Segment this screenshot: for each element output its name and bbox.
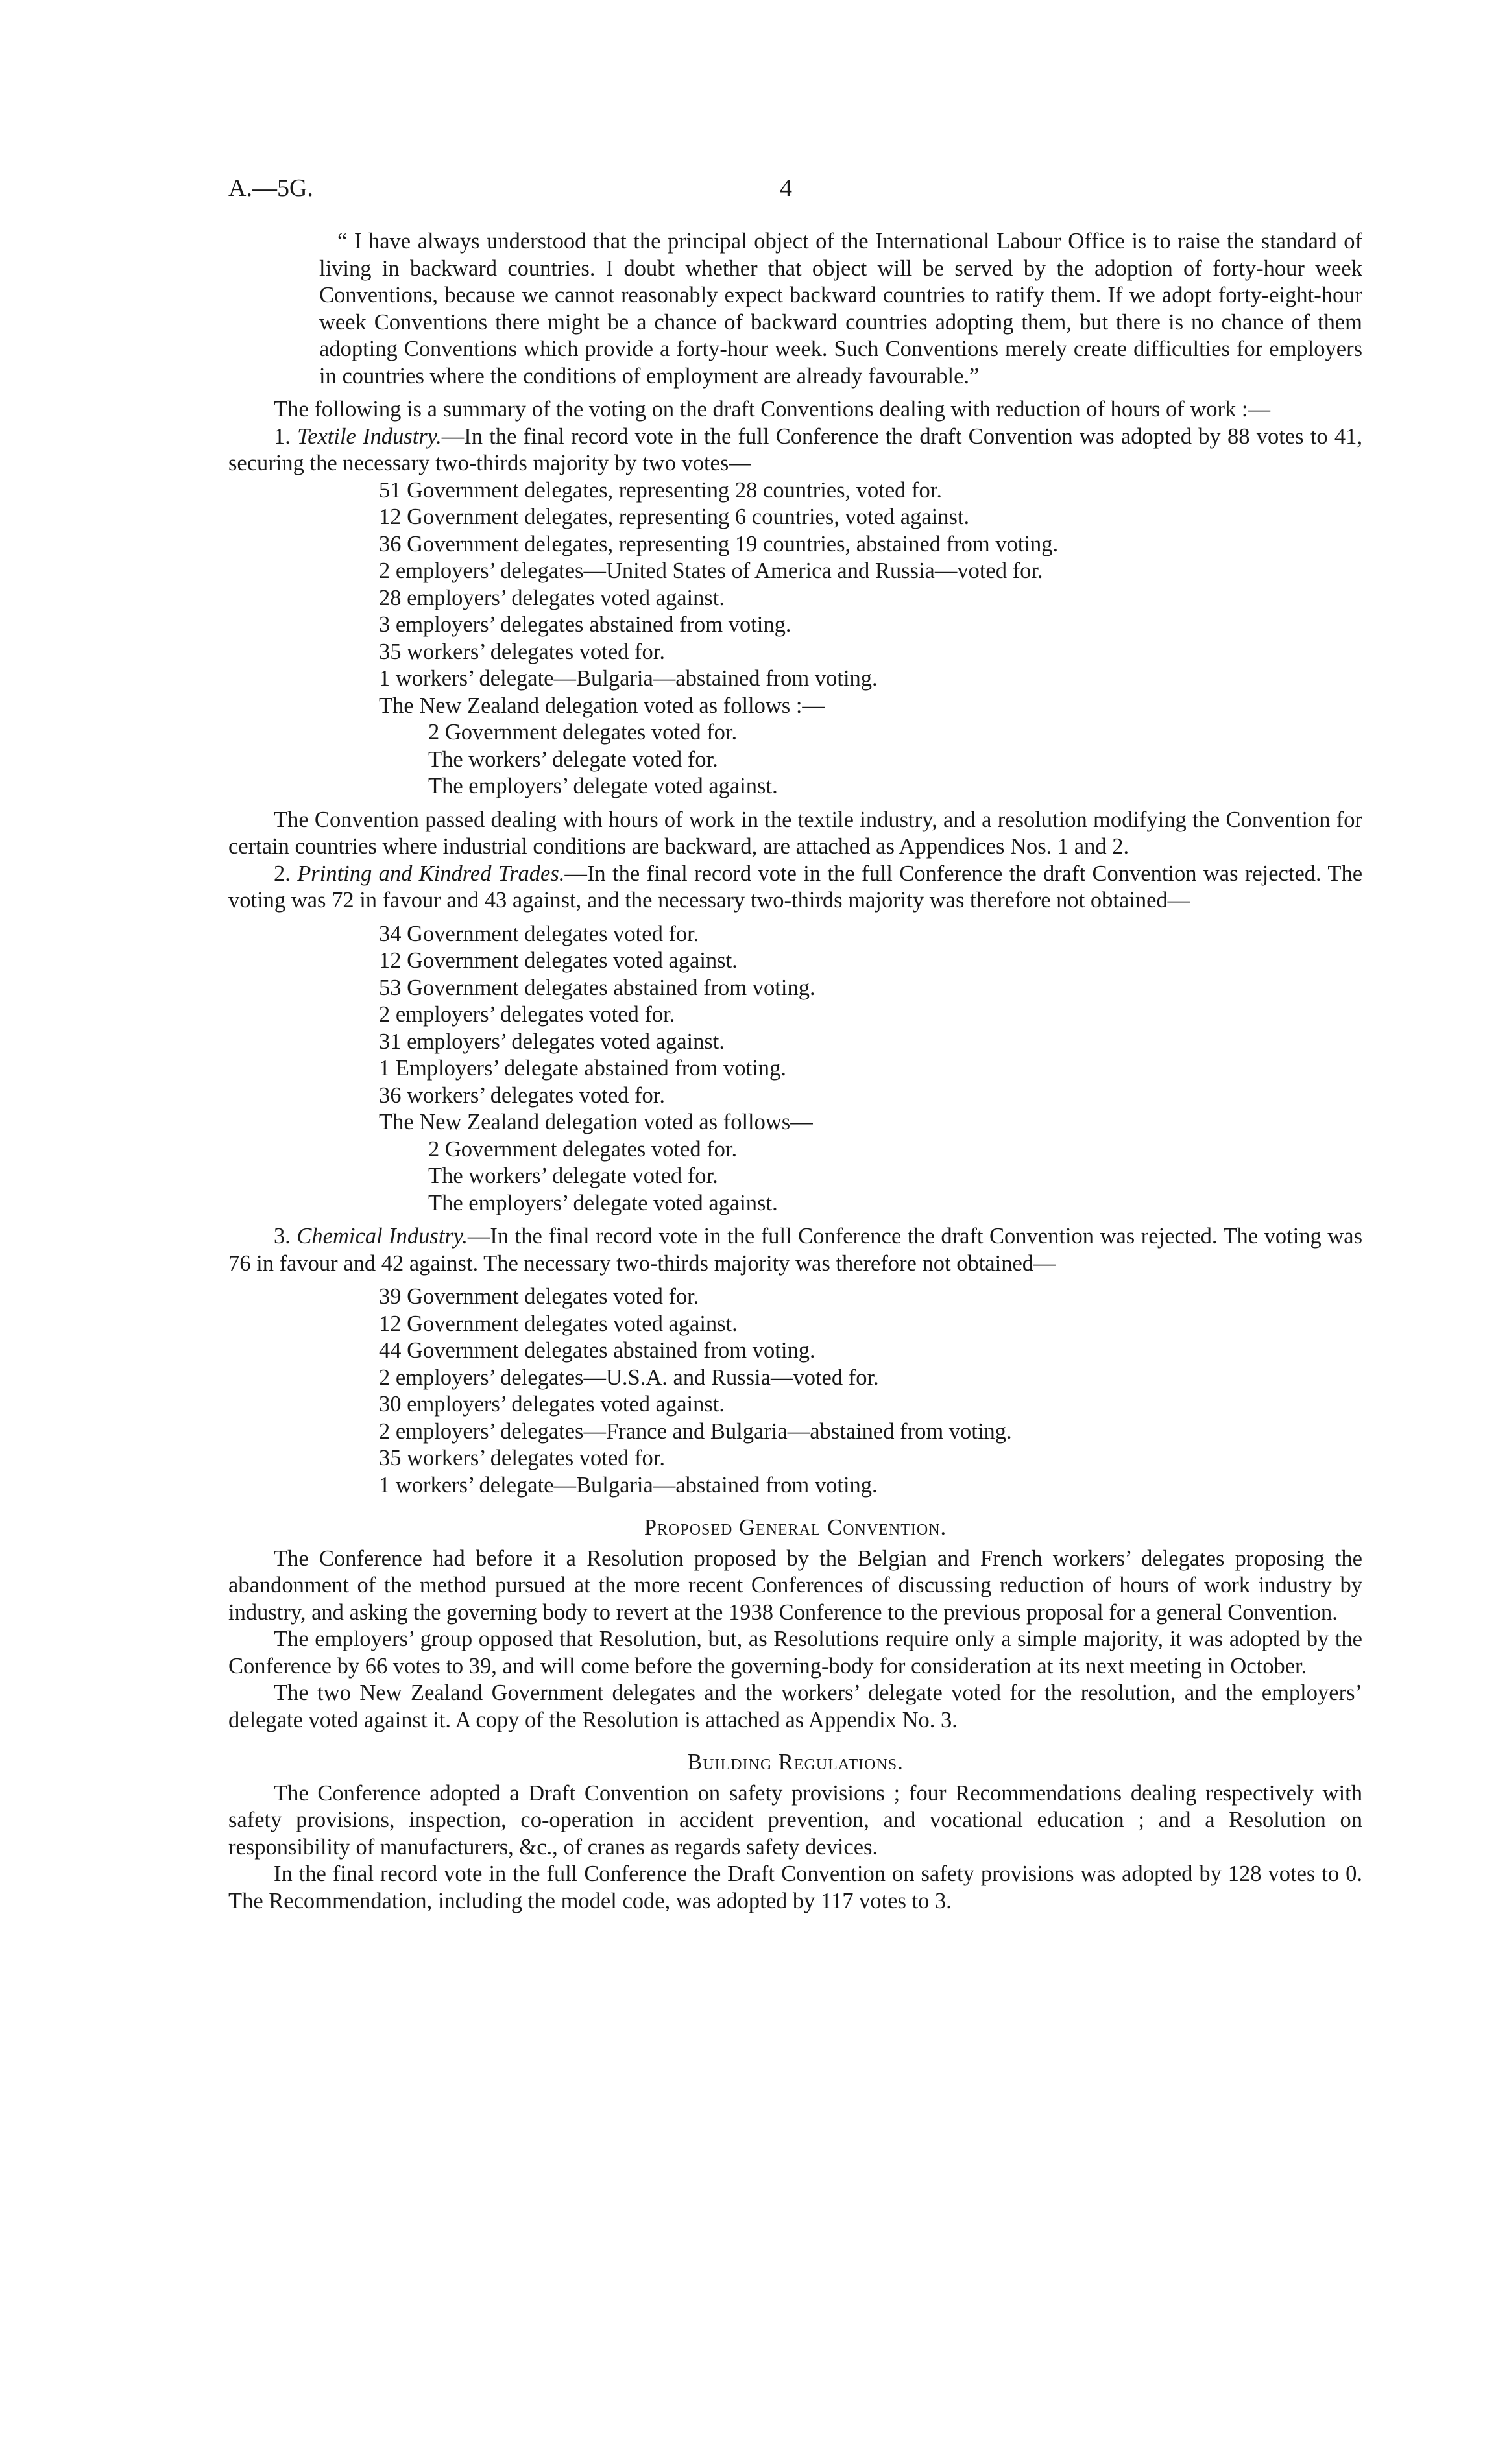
list-item: 35 workers’ delegates voted for.: [379, 639, 666, 664]
section-heading-building-regulations: Building Regulations.: [687, 1750, 904, 1775]
list-item: 1 workers’ delegate—Bulgaria—abstained from voting.: [379, 1472, 878, 1498]
textile-paragraph: [228, 424, 1362, 477]
printing-text: —In the final record vote in the full Conference the draft Convention was rejected. The voting was 72 in favour and 43 against, and the necessary two-thirds majority was therefore not obtained—: [228, 861, 1363, 913]
nz-delegation-intro: The New Zealand delegation voted as follows—: [379, 1110, 813, 1134]
printing-paragraph: [228, 861, 1362, 915]
list-item: 2 employers’ delegates voted for.: [379, 1002, 675, 1027]
paragraph: The Conference had before it a Resolution proposed by the Belgian and French workers’ delegates proposing the abandonment of the method pursued at the more recent Conferences of discussing reduction of hours of work industry by industry, and asking the governing body to revert at the 1938 Conference to the previous proposal for a general Convention.: [228, 1546, 1362, 1625]
list-item: 53 Government delegates abstained from voting.: [379, 975, 815, 1000]
list-item: 36 workers’ delegates voted for.: [379, 1082, 666, 1108]
chemical-number: 3.: [274, 1224, 291, 1249]
page-number: 4: [780, 174, 792, 202]
chemical-text: —In the final record vote in the full Conference the draft Convention was rejected. The voting was 76 in favour and 42 against. The necessary two-thirds majority was therefore not obtained—: [228, 1224, 1362, 1276]
list-item: 39 Government delegates voted for.: [379, 1284, 699, 1309]
textile-title: Textile Industry.: [297, 424, 442, 449]
paragraph: In the final record vote in the full Conference the Draft Convention on safety provisions was adopted by 128 votes to 0. The Recommendation, including the model code, was adopted by 117 votes to 3.: [228, 1861, 1362, 1913]
paragraph: The Conference adopted a Draft Convention on safety provisions ; four Recommendations dealing respectively with safety provisions, inspection, co-operation in accident prevention, and vocational education ; and a Resolution on responsibility of manufacturers, &c., of cranes as regards safety devices.: [228, 1780, 1362, 1860]
list-item: 12 Government delegates, representing 6 countries, voted against.: [379, 505, 970, 529]
textile-number: 1.: [274, 424, 291, 449]
list-item: 2 employers’ delegates—France and Bulgaria—abstained from voting.: [379, 1418, 1012, 1444]
nz-vote-list: [428, 1136, 1362, 1217]
list-item: 2 employers’ delegates—United States of America and Russia—voted for.: [379, 558, 1043, 583]
section-heading-general-convention: Proposed General Convention.: [644, 1515, 947, 1540]
nz-delegation-intro: The New Zealand delegation voted as follows :—: [379, 693, 825, 718]
page-content: [228, 228, 1362, 1915]
page-header: [228, 174, 1362, 206]
chemical-vote-list: [379, 1284, 1362, 1499]
quote-paragraph: “ I have always understood that the principal object of the International Labour Office is to raise the standard of living in backward countries. I doubt whether that object will be served by the adoption of forty-hour week Conventions, because we cannot reasonably expect backward countries to ratify them. If we adopt forty-eight-hour week Conventions there might be a chance of backward countries adopting them, but there is no chance of them adopting Conventions which provide a forty-hour week. Such Conventions merely create difficulties for employers in countries where the conditions of employment are already favourable.”: [319, 229, 1362, 389]
textile-vote-list: [379, 477, 1362, 800]
list-item: 31 employers’ delegates voted against.: [379, 1029, 725, 1054]
document-reference: A.—5G.: [228, 174, 313, 202]
list-item: 34 Government delegates voted for.: [379, 921, 699, 946]
list-item: The workers’ delegate voted for.: [428, 747, 718, 772]
list-item: 2 Government delegates voted for.: [428, 1136, 738, 1162]
list-item: 12 Government delegates voted against.: [379, 948, 738, 973]
list-item: 35 workers’ delegates voted for.: [379, 1446, 666, 1470]
list-item: 28 employers’ delegates voted against.: [379, 585, 725, 610]
list-item: The employers’ delegate voted against.: [428, 774, 778, 798]
list-item: 30 employers’ delegates voted against.: [379, 1392, 725, 1417]
list-item: 44 Government delegates abstained from voting.: [379, 1338, 815, 1363]
printing-vote-list: [379, 921, 1362, 1217]
list-item: The employers’ delegate voted against.: [428, 1190, 778, 1215]
printing-number: 2.: [274, 861, 291, 886]
summary-intro: The following is a summary of the voting on the draft Conventions dealing with reduction of hours of work :—: [274, 397, 1270, 422]
list-item: 1 workers’ delegate—Bulgaria—abstained from voting.: [379, 666, 878, 691]
list-item: The workers’ delegate voted for.: [428, 1164, 718, 1188]
chemical-paragraph: [228, 1223, 1362, 1277]
nz-vote-list: [428, 719, 1362, 800]
list-item: 2 employers’ delegates—U.S.A. and Russia—voted for.: [379, 1365, 879, 1390]
textile-conclusion: The Convention passed dealing with hours of work in the textile industry, and a resolution modifying the Convention for certain countries where industrial conditions are backward, are attached as Appendices Nos. 1 and 2.: [228, 807, 1362, 859]
list-item: 1 Employers’ delegate abstained from voting.: [379, 1056, 786, 1081]
list-item: 2 Government delegates voted for.: [428, 720, 738, 745]
printing-title: Printing and Kindred Trades.: [297, 861, 565, 886]
paragraph: The employers’ group opposed that Resolution, but, as Resolutions require only a simple majority, it was adopted by the Conference by 66 votes to 39, and will come before the governing-body for consideration at its next meeting in October.: [228, 1627, 1362, 1679]
paragraph: The two New Zealand Government delegates and the workers’ delegate voted for the resolution, and the employers’ delegate voted against it. A copy of the Resolution is attached as Appendix No. 3.: [228, 1681, 1362, 1732]
list-item: 3 employers’ delegates abstained from voting.: [379, 612, 791, 637]
list-item: 12 Government delegates voted against.: [379, 1311, 738, 1336]
list-item: 51 Government delegates, representing 28 countries, voted for.: [379, 477, 942, 503]
list-item: 36 Government delegates, representing 19 countries, abstained from voting.: [379, 531, 1059, 556]
chemical-title: Chemical Industry.: [296, 1224, 468, 1249]
textile-text: —In the final record vote in the full Conference the draft Convention was adopted by 88 votes to 41, securing the necessary two-thirds majority by two votes—: [228, 424, 1362, 475]
